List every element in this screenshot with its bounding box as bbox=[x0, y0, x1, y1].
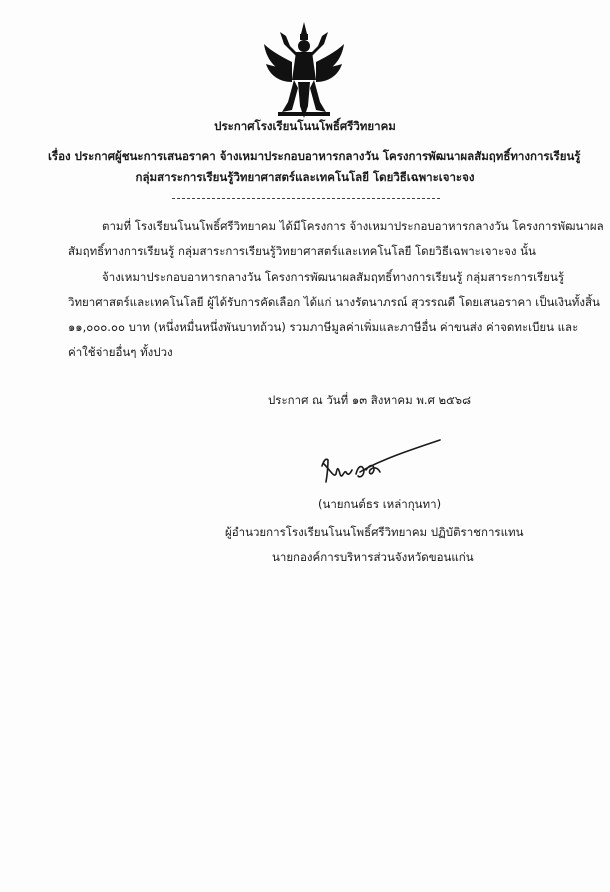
body-paragraph1-line1: ตามที่ โรงเรียนโนนโพธิ์ศรีวิทยาคม ได้มีโครงการ จ้างเหมาประกอบอาหารกลางวัน โครงการพัฒนาผล bbox=[102, 219, 604, 233]
garuda-emblem-icon bbox=[262, 22, 346, 118]
announcement-subject-line2: กลุ่มสาระการเรียนรู้วิทยาศาสตร์และเทคโนโลยี โดยวิธีเฉพาะเจาะจง bbox=[135, 170, 475, 184]
handwritten-signature-icon bbox=[300, 430, 450, 490]
announcement-title: ประกาศโรงเรียนโนนโพธิ์ศรีวิทยาคม bbox=[214, 119, 396, 133]
announcement-subject-line1: เรื่อง ประกาศผู้ชนะการเสนอราคา จ้างเหมาประกอบอาหารกลางวัน โครงการพัฒนาผลสัมฤทธิ์ทางการเรียนรู้ bbox=[48, 149, 581, 163]
signer-name: (นายกนต์ธร เหล่ากุนทา) bbox=[318, 497, 442, 511]
signer-position-line2: นายกองค์การบริหารส่วนจังหวัดขอนแก่น bbox=[272, 550, 474, 564]
body-paragraph1-line2: สัมฤทธิ์ทางการเรียนรู้ กลุ่มสาระการเรียนรู้วิทยาศาสตร์และเทคโนโลยี โดยวิธีเฉพาะเจาะจง นั้น bbox=[68, 244, 536, 258]
body-paragraph2-line4: ค่าใช้จ่ายอื่นๆ ทั้งปวง bbox=[68, 345, 173, 359]
body-paragraph2-line1: จ้างเหมาประกอบอาหารกลางวัน โครงการพัฒนาผลสัมฤทธิ์ทางการเรียนรู้ กลุ่มสาระการเรียนรู้ bbox=[102, 270, 565, 284]
body-paragraph2-line3: ๑๑,๐๐๐.๐๐ บาท (หนึ่งหมื่นหนึ่งพันบาทถ้วน) รวมภาษีมูลค่าเพิ่มและภาษีอื่น ค่าขนส่ง ค่าจดทะเบียน และ bbox=[68, 320, 579, 334]
body-paragraph2-line2: วิทยาศาสตร์และเทคโนโลยี ผู้ได้รับการคัดเลือก ได้แก่ นางรัตนาภรณ์ สุวรรณดี โดยเสนอราคา เป็นเงินทั้งสิ้น bbox=[68, 295, 600, 309]
announcement-date: ประกาศ ณ วันที่ ๑๓ สิงหาคม พ.ศ ๒๕๖๘ bbox=[268, 393, 471, 407]
title-divider bbox=[172, 198, 440, 199]
signer-position-line1: ผู้อำนวยการโรงเรียนโนนโพธิ์ศรีวิทยาคม ปฏิบัติราชการแทน bbox=[225, 525, 524, 539]
